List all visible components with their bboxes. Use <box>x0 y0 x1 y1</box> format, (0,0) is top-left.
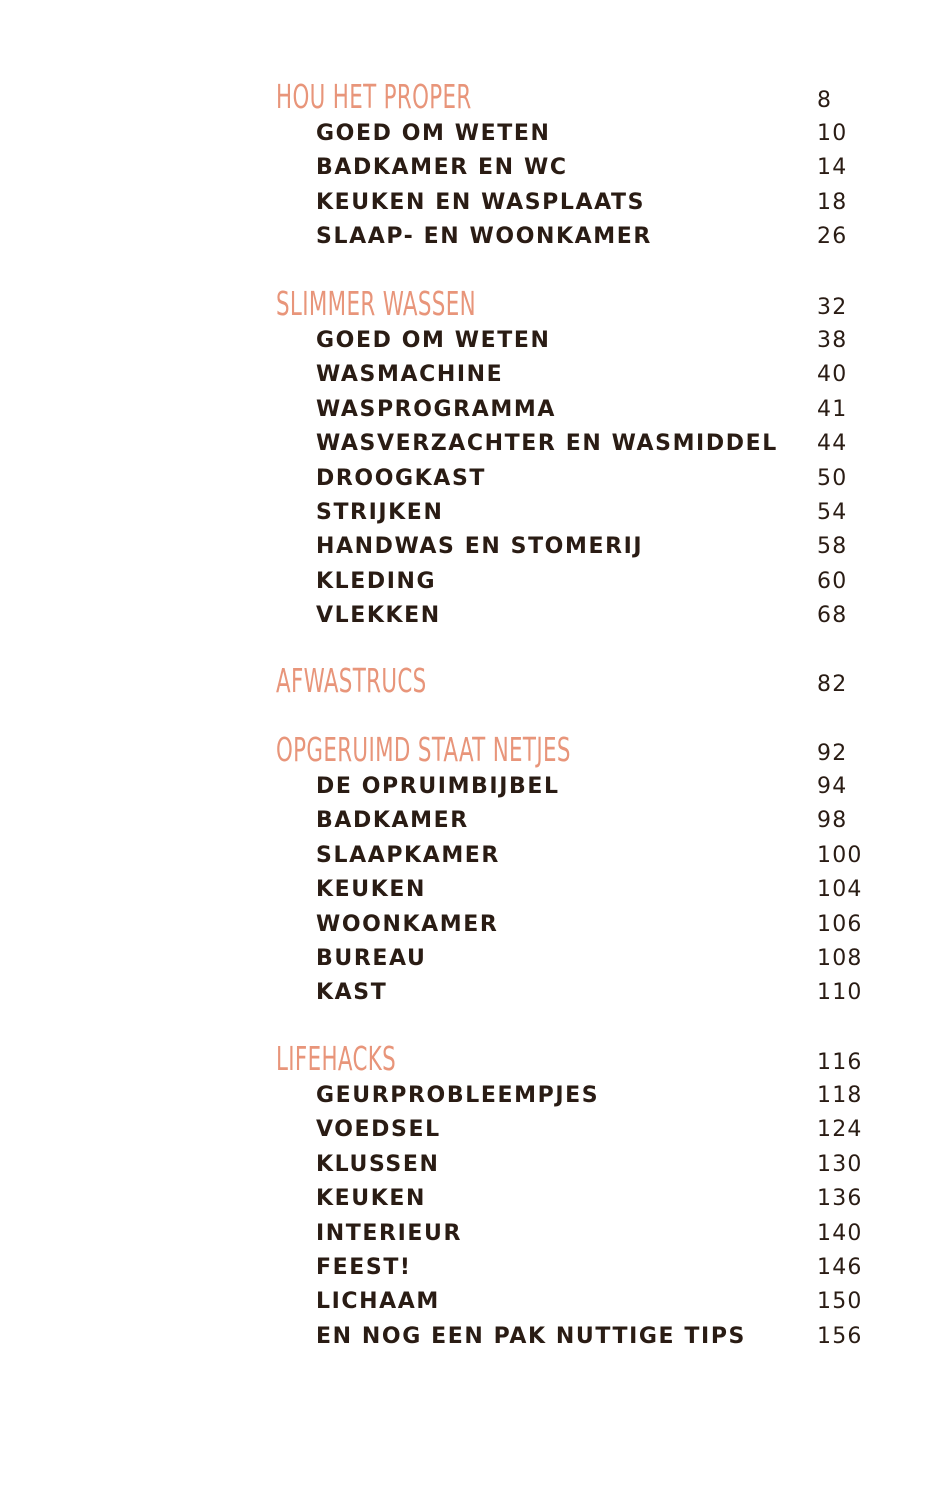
toc-entry[interactable] <box>0 530 937 564</box>
entry-page-number: 50 <box>817 465 848 491</box>
entry-page-number: 10 <box>817 121 848 146</box>
toc-entry[interactable] <box>0 1285 937 1319</box>
entry-page-number: 118 <box>817 1083 863 1108</box>
toc-entry[interactable] <box>0 804 937 838</box>
section-title: AFWASTRUCS <box>276 661 427 700</box>
toc-entry[interactable] <box>0 770 937 804</box>
entry-page-number: 150 <box>817 1289 863 1315</box>
toc-entry[interactable] <box>0 220 937 254</box>
entry-page-number: 14 <box>817 155 848 181</box>
section-page-number: 8 <box>817 88 833 113</box>
entry-page-number: 136 <box>817 1186 863 1212</box>
entry-title: BADKAMER EN WC <box>316 155 568 181</box>
section-title: SLIMMER WASSEN <box>276 284 476 323</box>
section-page-number: 82 <box>817 672 848 697</box>
entry-title: VLEKKEN <box>316 603 441 629</box>
toc-entry[interactable] <box>0 427 937 461</box>
entry-title: KEUKEN EN WASPLAATS <box>316 189 646 215</box>
toc-entry[interactable] <box>0 324 937 358</box>
entry-page-number: 68 <box>817 603 848 629</box>
toc-entry[interactable] <box>0 1217 937 1251</box>
section-title: HOU HET PROPER <box>276 77 472 116</box>
toc-entry[interactable] <box>0 1113 937 1147</box>
toc-entry[interactable] <box>0 873 937 907</box>
toc-entry[interactable] <box>0 358 937 392</box>
entry-page-number: 140 <box>817 1220 863 1246</box>
section-page-number: 92 <box>817 741 848 766</box>
section-page-number: 32 <box>817 295 848 320</box>
entry-title: GEURPROBLEEMPJES <box>316 1083 600 1108</box>
entry-page-number: 124 <box>817 1117 863 1143</box>
toc-entry[interactable] <box>0 1148 937 1182</box>
entry-page-number: 26 <box>817 224 848 250</box>
entry-title: BUREAU <box>316 946 427 971</box>
toc-entry[interactable] <box>0 1251 937 1285</box>
entry-page-number: 98 <box>817 808 848 834</box>
entry-title: INTERIEUR <box>316 1220 462 1246</box>
entry-title: HANDWAS EN STOMERIJ <box>316 534 644 560</box>
entry-page-number: 106 <box>817 911 863 937</box>
entry-title: SLAAPKAMER <box>316 842 500 868</box>
entry-page-number: 104 <box>817 877 863 903</box>
entry-page-number: 44 <box>817 431 848 457</box>
toc-entry[interactable] <box>0 496 937 530</box>
toc-entry[interactable] <box>0 942 937 976</box>
entry-title: DROOGKAST <box>316 465 486 491</box>
entry-title: FEEST! <box>316 1255 412 1280</box>
section-page-number: 116 <box>817 1050 863 1075</box>
entry-title: WASMACHINE <box>316 362 504 388</box>
toc-entry[interactable] <box>0 462 937 496</box>
entry-title: SLAAP- EN WOONKAMER <box>316 224 652 250</box>
toc-entry[interactable] <box>0 117 937 151</box>
entry-title: KLUSSEN <box>316 1151 440 1177</box>
toc-section-heading[interactable] <box>0 730 937 769</box>
toc-entry[interactable] <box>0 599 937 633</box>
toc-entry[interactable] <box>0 565 937 599</box>
toc-section-heading[interactable] <box>0 1039 937 1078</box>
entry-title: LICHAAM <box>316 1289 440 1315</box>
entry-page-number: 130 <box>817 1151 863 1177</box>
entry-page-number: 54 <box>817 500 848 525</box>
toc-entry[interactable] <box>0 1182 937 1216</box>
entry-page-number: 108 <box>817 946 863 971</box>
section-title: LIFEHACKS <box>276 1039 397 1078</box>
entry-page-number: 40 <box>817 362 848 388</box>
entry-title: WASPROGRAMMA <box>316 396 556 422</box>
toc-entry[interactable] <box>0 839 937 873</box>
entry-title: WOONKAMER <box>316 911 499 937</box>
entry-page-number: 18 <box>817 189 848 215</box>
entry-title: VOEDSEL <box>316 1117 441 1143</box>
entry-page-number: 146 <box>817 1255 863 1280</box>
entry-page-number: 38 <box>817 328 848 353</box>
toc-section-heading[interactable] <box>0 661 937 700</box>
entry-title: KEUKEN <box>316 1186 427 1212</box>
section-title: OPGERUIMD STAAT NETJES <box>276 730 571 769</box>
entry-title: STRIJKEN <box>316 500 444 525</box>
toc-entry[interactable] <box>0 908 937 942</box>
toc-entry[interactable] <box>0 976 937 1010</box>
entry-page-number: 110 <box>817 980 863 1006</box>
entry-title: KLEDING <box>316 568 437 594</box>
toc-section-heading[interactable] <box>0 77 937 116</box>
toc-entry[interactable] <box>0 186 937 220</box>
entry-title: GOED OM WETEN <box>316 121 551 146</box>
toc-entry[interactable] <box>0 1079 937 1113</box>
entry-title: GOED OM WETEN <box>316 328 551 353</box>
entry-title: KEUKEN <box>316 877 427 903</box>
entry-page-number: 60 <box>817 568 848 594</box>
entry-title: KAST <box>316 980 388 1006</box>
entry-page-number: 58 <box>817 534 848 560</box>
toc-entry[interactable] <box>0 151 937 185</box>
entry-title: DE OPRUIMBIJBEL <box>316 774 560 799</box>
entry-title: BADKAMER <box>316 808 469 834</box>
toc-entry[interactable] <box>0 1320 937 1354</box>
entry-page-number: 94 <box>817 774 848 799</box>
entry-title: WASVERZACHTER EN WASMIDDEL <box>316 431 778 457</box>
entry-title: EN NOG EEN PAK NUTTIGE TIPS <box>316 1323 746 1349</box>
entry-page-number: 156 <box>817 1323 863 1349</box>
toc-entry[interactable] <box>0 393 937 427</box>
entry-page-number: 100 <box>817 842 863 868</box>
entry-page-number: 41 <box>817 396 848 422</box>
toc-section-heading[interactable] <box>0 284 937 323</box>
